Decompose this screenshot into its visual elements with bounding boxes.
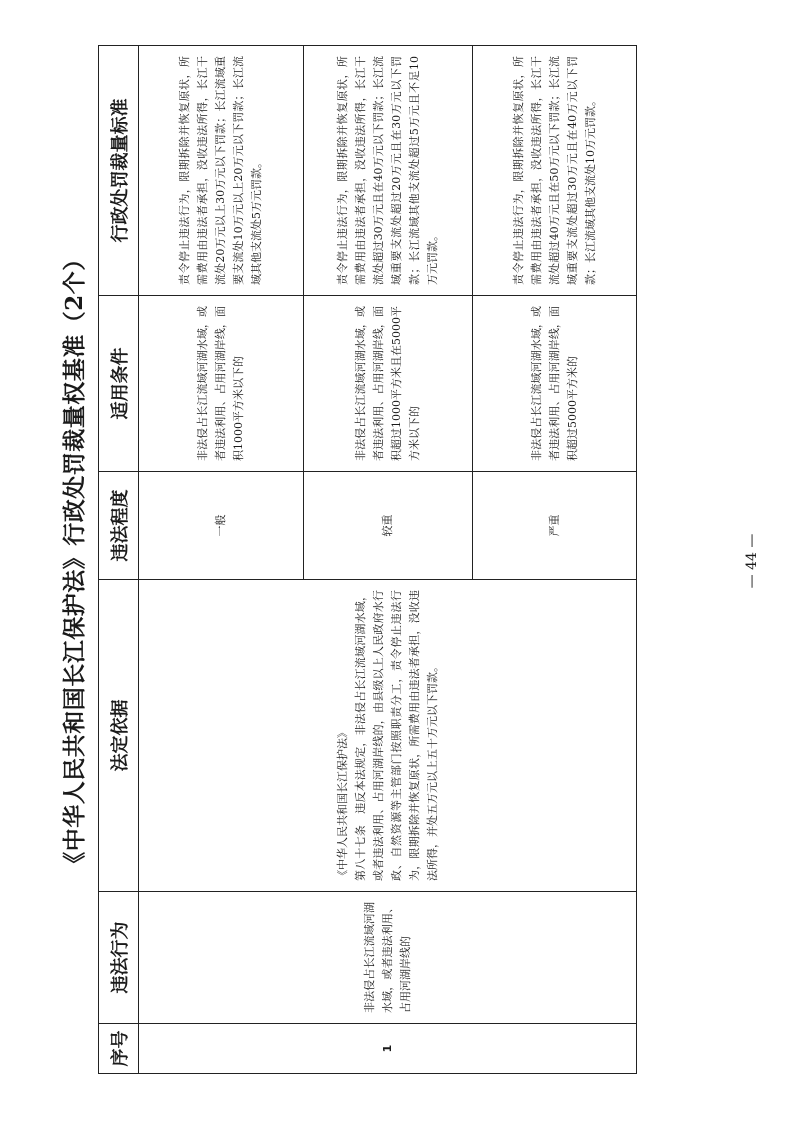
conditions-severe-text: 非法侵占长江流域河湖水域，或者违法利用、占用河湖岸线，面积超过5000平方米的 <box>529 306 579 461</box>
violation-cell <box>139 892 637 1024</box>
conditions-serious <box>304 296 473 472</box>
header-legal-basis: 法定依据 <box>99 580 139 892</box>
legal-basis-cell <box>139 580 637 892</box>
header-seq: 序号 <box>99 1024 139 1074</box>
penalty-standard-table <box>98 45 637 1074</box>
standard-severe <box>473 46 637 296</box>
violation-text: 非法侵占长江流域河湖水域，或者违法利用、占用河湖岸线的 <box>362 902 412 1013</box>
page-number: — 44 — <box>744 533 760 589</box>
standard-serious <box>304 46 473 296</box>
severity-serious: 较重 <box>304 472 473 580</box>
table-header-row <box>99 46 139 1074</box>
severity-general: 一般 <box>139 472 304 580</box>
standard-serious-text: 责令停止违法行为，限期拆除并恢复原状，所需费用由违法者承担，没收违法所得，长江干流处超过30万元且在40万元以下罚款；长江流域重要支流处超过20万元且在30万元以下罚款；长江流域其他支流处超过5万元且不足10万元罚款。 <box>336 56 439 285</box>
conditions-serious-text: 非法侵占长江流域河湖水域，或者违法利用、占用河湖岸线，面积超过1000平方米且在5000平方米以下的 <box>354 306 421 461</box>
conditions-general-text: 非法侵占长江流域河湖水域，或者违法利用、占用河湖岸线，面积1000平方米以下的 <box>196 306 245 461</box>
legal-basis-text: 《中华人民共和国长江保护法》 第八十七条 违反本法规定，非法侵占长江流域河湖水域，或者违法利用、占用河湖岸线的，由县级以上人民政府水行政、自然资源等主管部门按照职责分工，责令停止违法行为，限期拆除并恢复原状，所需费用由违法者承担，没收违法所得，并处五万元以上五十万元以下罚款。 <box>335 590 439 881</box>
header-violation: 违法行为 <box>99 892 139 1024</box>
header-conditions: 适用条件 <box>99 296 139 472</box>
conditions-severe <box>473 296 637 472</box>
severity-severe: 严重 <box>473 472 637 580</box>
table-row <box>139 46 304 1074</box>
conditions-general <box>139 296 304 472</box>
standard-severe-text: 责令停止违法行为，限期拆除并恢复原状，所需费用由违法者承担，没收违法所得，长江干流处超过40万元且在50万元以下罚款；长江流域重要支流处超过30万元且在40万元以下罚款；长江流域其他支流处10万元罚款。 <box>511 56 597 285</box>
page-title: 《中华人民共和国长江保护法》行政处罚裁量权基准（2个） <box>61 247 88 875</box>
header-severity: 违法程度 <box>99 472 139 580</box>
row-seq: 1 <box>139 1024 637 1074</box>
standard-general-text: 责令停止违法行为，限期拆除并恢复原状，所需费用由违法者承担，没收违法所得，长江干流处20万元以上30万元以下罚款；长江流域重要支流处10万元以上20万元以下罚款；长江流域其他支流处5万元罚款。 <box>178 56 263 285</box>
header-standard: 行政处罚裁量标准 <box>99 46 139 296</box>
standard-general <box>139 46 304 296</box>
